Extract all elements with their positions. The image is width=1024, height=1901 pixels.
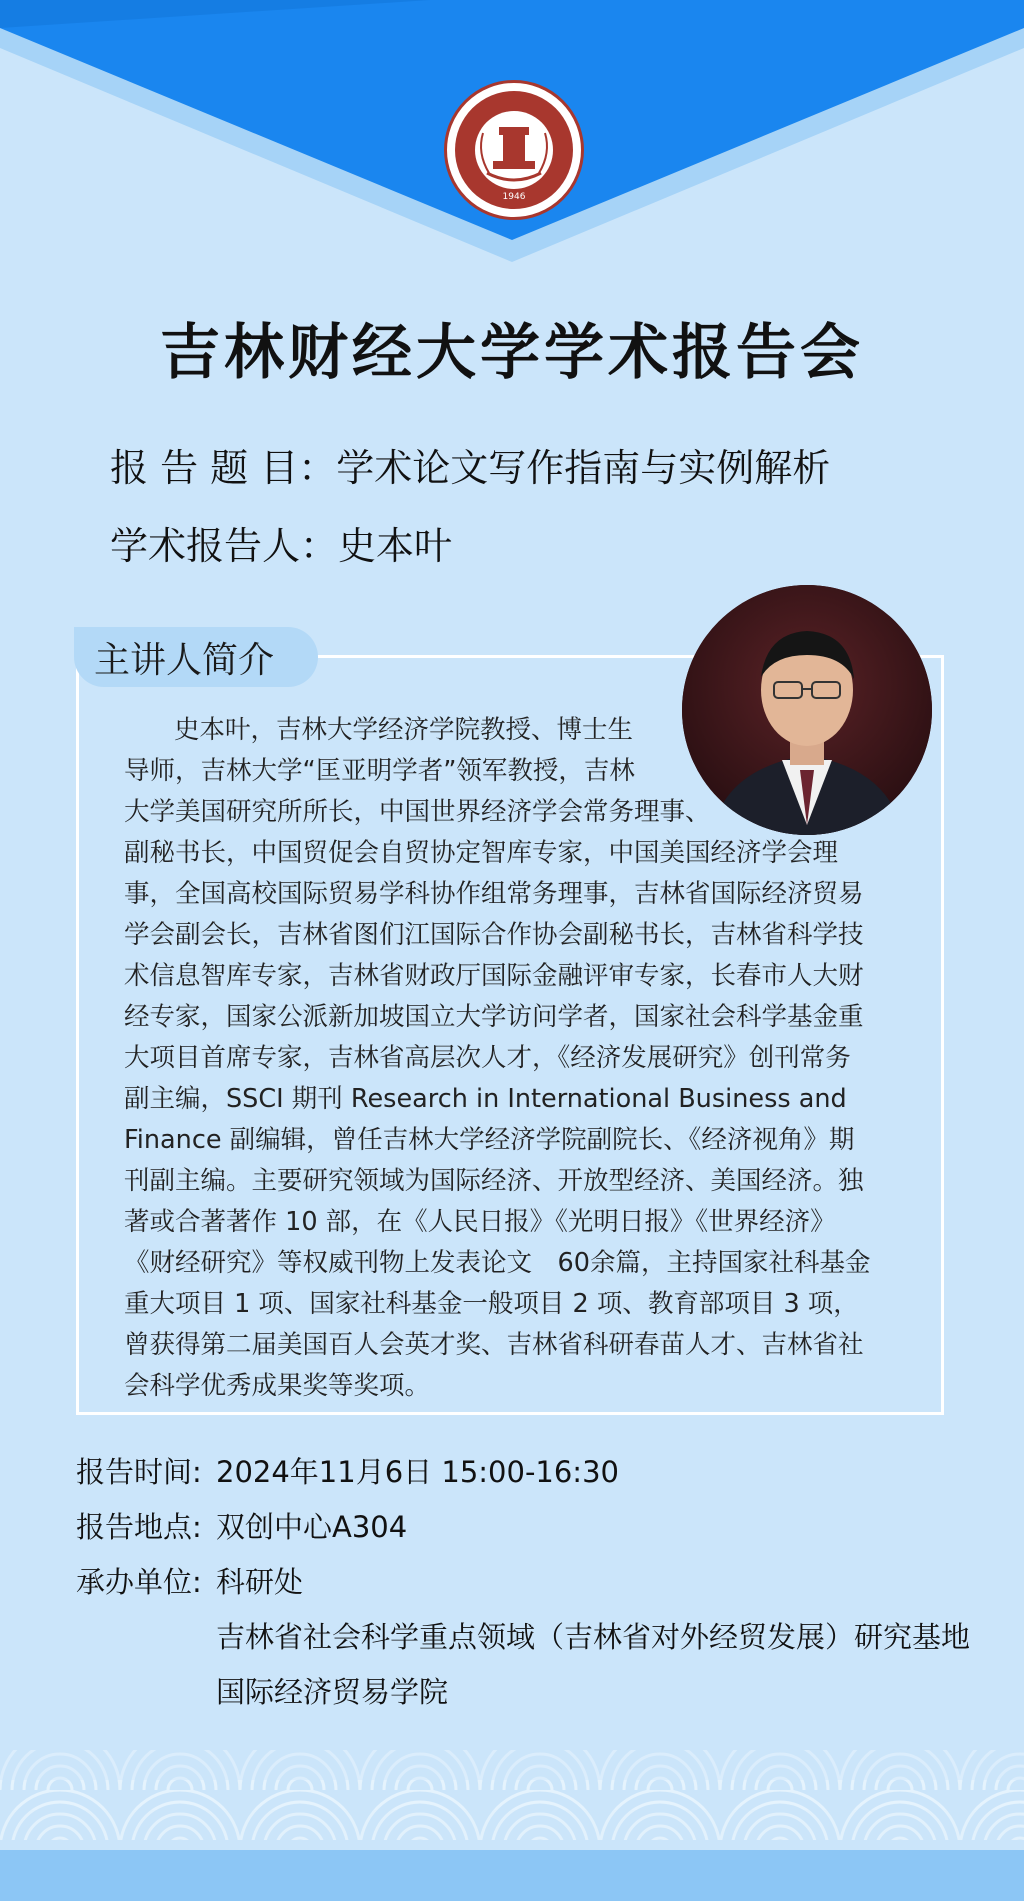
report-topic — [110, 437, 830, 492]
bio-line: 《财经研究》等权威刊物上发表论文 60余篇，主持国家社科基金 — [124, 1248, 871, 1278]
place-value: 双创中心A304 — [216, 1510, 408, 1544]
place-label: 报告地点: — [76, 1510, 202, 1544]
bio-line: Finance 副编辑，曾任吉林大学经济学院副院长、《经济视角》期 — [124, 1125, 855, 1155]
topic-value: 学术论文写作指南与实例解析 — [336, 446, 831, 490]
seal-emblem-icon — [447, 83, 581, 217]
time-label: 报告时间: — [76, 1455, 202, 1489]
speaker-label: 学术报告人： — [110, 524, 339, 568]
bio-line: 著或合著著作 10 部，在《人民日报》《光明日报》《世界经济》 — [124, 1207, 836, 1237]
bio-line: 术信息智库专家，吉林省财政厅国际金融评审专家，长春市人大财 — [124, 961, 864, 991]
bio-line: 重大项目 1 项、国家社科基金一般项目 2 项、教育部项目 3 项， — [124, 1289, 859, 1319]
host-item: 国际经济贸易学院 — [216, 1675, 449, 1709]
bio-line: 大项目首席专家，吉林省高层次人才，《经济发展研究》创刊常务 — [124, 1043, 851, 1073]
bio-line: 刊副主编。主要研究领域为国际经济、开放型经济、美国经济。独 — [124, 1166, 864, 1196]
wave-pattern-footer — [0, 1730, 1024, 1901]
report-speaker — [110, 515, 452, 570]
bio-line: 史本叶，吉林大学经济学院教授、博士生 — [174, 715, 634, 745]
bio-text — [124, 710, 904, 1407]
speaker-value: 史本叶 — [338, 524, 453, 568]
bio-line: 学会副会长，吉林省图们江国际合作协会副秘书长，吉林省科学技 — [124, 920, 864, 950]
bio-line: 会科学优秀成果奖等奖项。 — [124, 1371, 431, 1401]
bio-line: 经专家，国家公派新加坡国立大学访问学者，国家社会科学基金重 — [124, 1002, 864, 1032]
bio-heading: 主讲人简介 — [94, 640, 275, 681]
bio-line: 曾获得第二届美国百人会英才奖、吉林省科研春苗人才、吉林省社 — [124, 1330, 864, 1360]
bio-line: 事，全国高校国际贸易学科协作组常务理事，吉林省国际经济贸易 — [124, 879, 864, 909]
host-item: 科研处 — [216, 1565, 304, 1599]
bio-line: 副主编，SSCI 期刊 Research in International Business and — [124, 1084, 847, 1114]
time-value: 2024年11月6日 15:00-16:30 — [216, 1455, 619, 1489]
bio-line: 大学美国研究所所长，中国世界经济学会常务理事、 — [124, 797, 711, 827]
page-title: 吉林财经大学学术报告会 — [160, 318, 864, 388]
bio-line: 导师，吉林大学“匡亚明学者”领军教授，吉林 — [124, 756, 635, 786]
host-item: 吉林省社会科学重点领域（吉林省对外经贸发展）研究基地 — [216, 1620, 971, 1654]
university-seal-logo — [444, 80, 584, 220]
seal-year: 1946 — [502, 192, 526, 202]
bio-line: 副秘书长，中国贸促会自贸协定智库专家，中国美国经济学会理 — [124, 838, 839, 868]
topic-label: 报 告 题 目： — [110, 446, 337, 490]
host-label: 承办单位: — [76, 1565, 202, 1599]
